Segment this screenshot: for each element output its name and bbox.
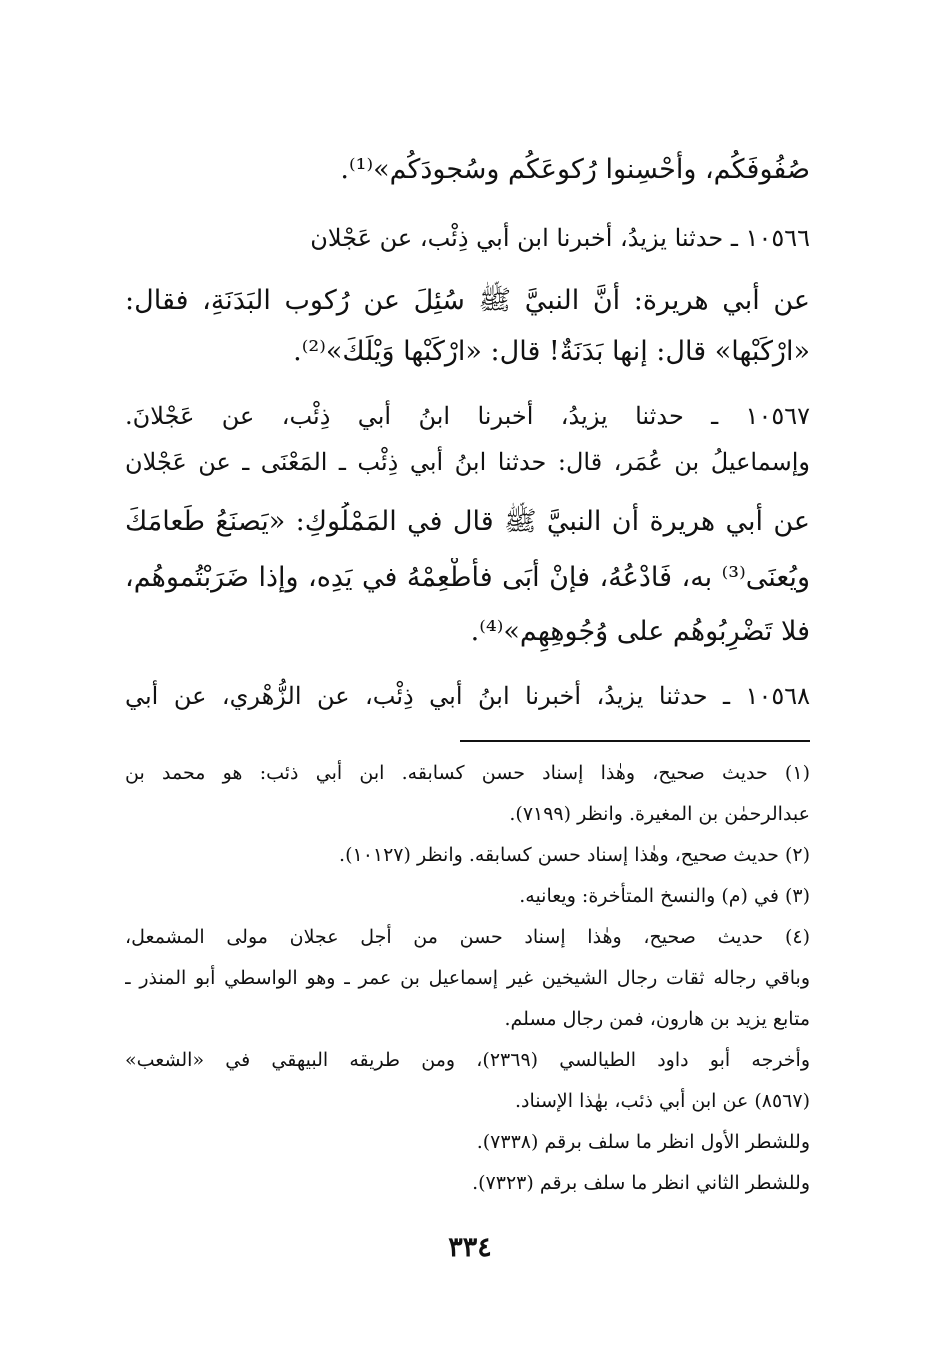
footnote-line: وللشطر الأول انظر ما سلف برقم (٧٣٣٨). — [476, 1131, 810, 1153]
footnote-line: (١) حديث صحيح، وهٰذا إسناد حسن كسابقه. ابن أبي ذئب: هو محمد بن — [125, 762, 810, 784]
footnote-line: عبدالرحمٰن بن المغيرة. وانظر (٧١٩٩). — [509, 803, 810, 825]
footnote-line: وأخرجه أبو داود الطيالسي (٢٣٦٩)، ومن طريقه البيهقي في «الشعب» — [125, 1049, 810, 1071]
footnote-line: (٤) حديث صحيح، وهٰذا إسناد حسن من أجل عجلان مولى المشمعل، — [125, 926, 810, 948]
hadith-header-line: ١٠٥٦٨ ـ حدثنا يزيدُ، أخبرنا ابنُ أبي ذِئْب، عن الزُّهْري، عن أبي — [125, 682, 810, 710]
page-number: ٣٣٤ — [448, 1232, 492, 1263]
footnote-line: متابع يزيد بن هارون، فمن رجال مسلم. — [504, 1008, 810, 1030]
main-text-line: فلا تَضْرِبُوهُم على وُجُوهِهِم»⁽⁴⁾. — [470, 616, 810, 647]
footnote-line: (٨٥٦٧) عن ابن أبي ذئب، بهٰذا الإسناد. — [514, 1090, 810, 1112]
main-text-line: صُفُوفَكُم، وأَحْسِنوا رُكوعَكُم وسُجودَكُم»⁽¹⁾. — [340, 154, 810, 185]
hadith-header-line: ١٠٥٦٧ ـ حدثنا يزيدُ، أخبرنا ابنُ أبي ذِئْب، عن عَجْلانَ. — [125, 402, 810, 430]
footnote-line: وباقي رجاله ثقات رجال الشيخين غير إسماعيل بن عمر ـ وهو الواسطي أبو المنذر ـ — [125, 967, 810, 989]
hadith-header-line: ١٠٥٦٦ ـ حدثنا يزيدُ، أخبرنا ابن أبي ذِئْب، عن عَجْلان — [310, 224, 810, 252]
footnote-line: (٣) في (م) والنسخ المتأخرة: ويعانيه. — [519, 885, 810, 907]
main-text-line: «ارْكَبْها» قال: إنها بَدَنَةٌ! قال: «ارْكَبْها وَيْلَكَ»⁽²⁾. — [293, 336, 810, 367]
hadith-header-line: وإسماعيلُ بن عُمَر، قال: حدثنا ابنُ أبي ذِئْب ـ المَعْنَى ـ عن عَجْلان — [125, 448, 810, 476]
main-text-line: عن أبي هريرة أن النبيَّ ﷺ قال في المَمْلُوكِ: «يَصنَعُ طَعامَكَ — [125, 506, 810, 537]
footnote-line: وللشطر الثاني انظر ما سلف برقم (٧٣٢٣). — [472, 1172, 810, 1194]
footnote-line: (٢) حديث صحيح، وهٰذا إسناد حسن كسابقه. وانظر (١٠١٢٧). — [339, 844, 810, 866]
main-text-line: عن أبي هريرة: أنَّ النبيَّ ﷺ سُئِلَ عن رُكوب البَدَنَةِ، فقال: — [125, 285, 810, 316]
main-text-line: ويُعنَى⁽³⁾ به، فَادْعُهُ، فإنْ أَبَى فأَطْعِمْهُ في يَدِه، وإذا ضَرَبْتُموهُم، — [125, 562, 810, 593]
footnote-separator — [460, 740, 810, 742]
